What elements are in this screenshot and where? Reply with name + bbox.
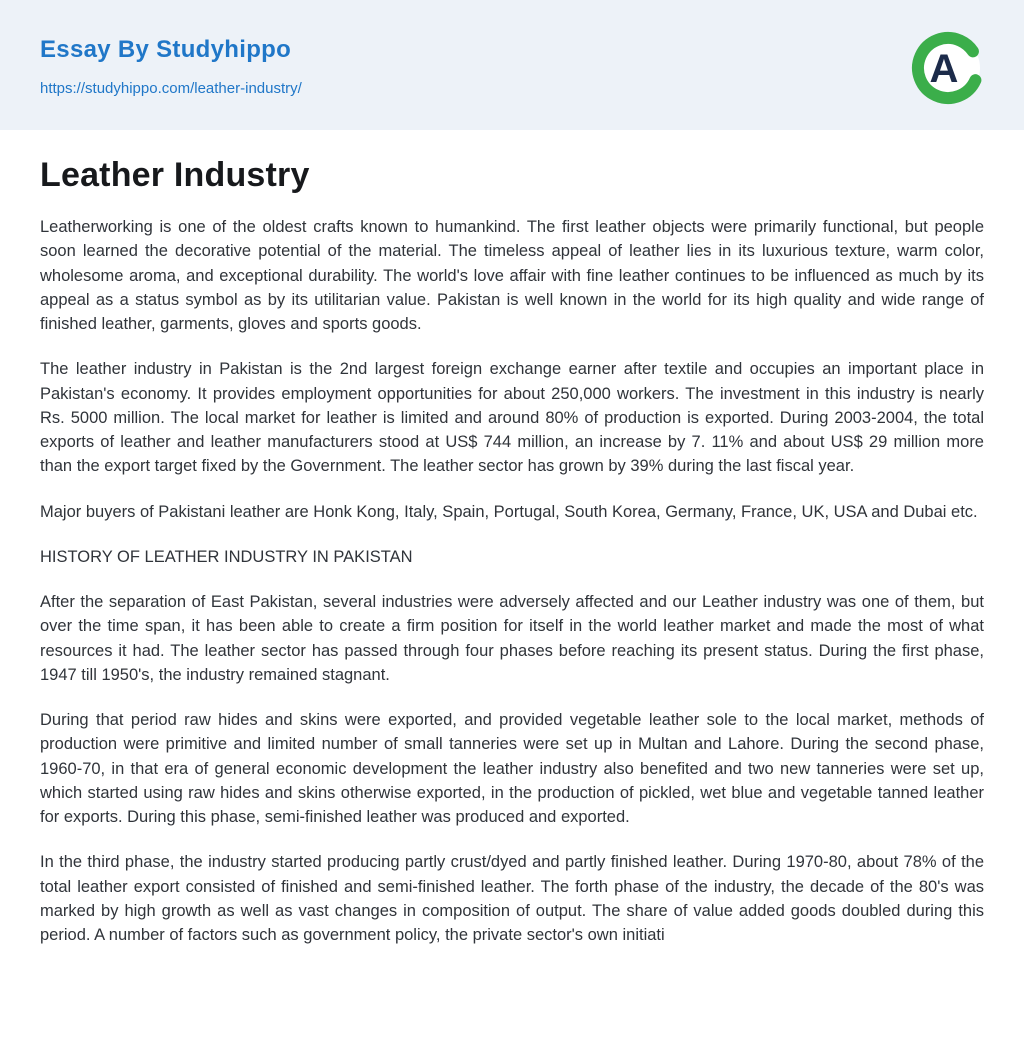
essay-paragraph: In the third phase, the industry started producing partly crust/dyed and partly finished leather. During 1970-80, about 78% of the total leather export consisted of finished and semi-finished leather. The forth phase of the industry, the decade of the 80's was marked by high growth as well as vast changes in composition of output. The share of value added goods doubled during this period. A number of factors such as government policy, the private sector's own initiati: [40, 853, 984, 944]
article-url-link[interactable]: https://studyhippo.com/leather-industry/: [40, 80, 302, 97]
essay-paragraph: The leather industry in Pakistan is the 2nd largest foreign exchange earner after textile and occupies an important place in Pakistan's economy. It provides employment opportunities for about 250,000 workers. The investment in this industry is nearly Rs. 5000 million. The local market for leather is limited and around 80% of production is exported. During 2003-2004, the total exports of leather and leather manufacturers stood at US$ 744 million, an increase by 7. 11% and about US$ 29 million more than the export target fixed by the Government. The leather sector has grown by 39% during the last fiscal year.: [40, 360, 984, 476]
article-body: [40, 215, 984, 947]
studyhippo-logo[interactable]: [910, 30, 986, 106]
logo-letter: A: [929, 47, 959, 91]
article-content: [0, 130, 1024, 1008]
essay-paragraph: During that period raw hides and skins were exported, and provided vegetable leather sole to the local market, methods of production were primitive and limited number of small tanneries were set up in Multan and Lahore. During the second phase, 1960-70, in that era of general economic development the leather industry also benefited and two new tanneries were set up, which started using raw hides and skins otherwise exported, in the production of pickled, wet blue and vegetable tanned leather for exports. During this phase, semi-finished leather was produced and exported.: [40, 711, 984, 826]
site-title: Essay By Studyhippo: [40, 36, 292, 63]
page-header: [0, 0, 1024, 130]
essay-paragraph: Major buyers of Pakistani leather are Honk Kong, Italy, Spain, Portugal, South Korea, Germany, France, UK, USA and Dubai etc.: [40, 502, 978, 521]
essay-paragraph: Leatherworking is one of the oldest crafts known to humankind. The first leather objects were primarily functional, but people soon learned the decorative potential of the material. The timeless appeal of leather lies in its luxurious texture, warm color, wholesome aroma, and exceptional durability. The world's love affair with fine leather continues to be influenced as much by its appeal as a status symbol as by its utilitarian value. Pakistan is well known in the world for its high quality and wide range of finished leather, garments, gloves and sports goods.: [40, 218, 984, 333]
studyhippo-logo-icon: [910, 30, 986, 106]
page-title: Leather Industry: [40, 156, 310, 194]
header-text-block: [40, 30, 302, 98]
essay-paragraph: After the separation of East Pakistan, several industries were adversely affected and our Leather industry was one of them, but over the time span, it has been able to create a firm position for itself in the world leather market and made the most of what resources it had. The leather sector has passed through four phases before reaching its present status. During the first phase, 1947 till 1950's, the industry remained stagnant.: [40, 593, 984, 684]
section-heading: HISTORY OF LEATHER INDUSTRY IN PAKISTAN: [40, 547, 413, 566]
